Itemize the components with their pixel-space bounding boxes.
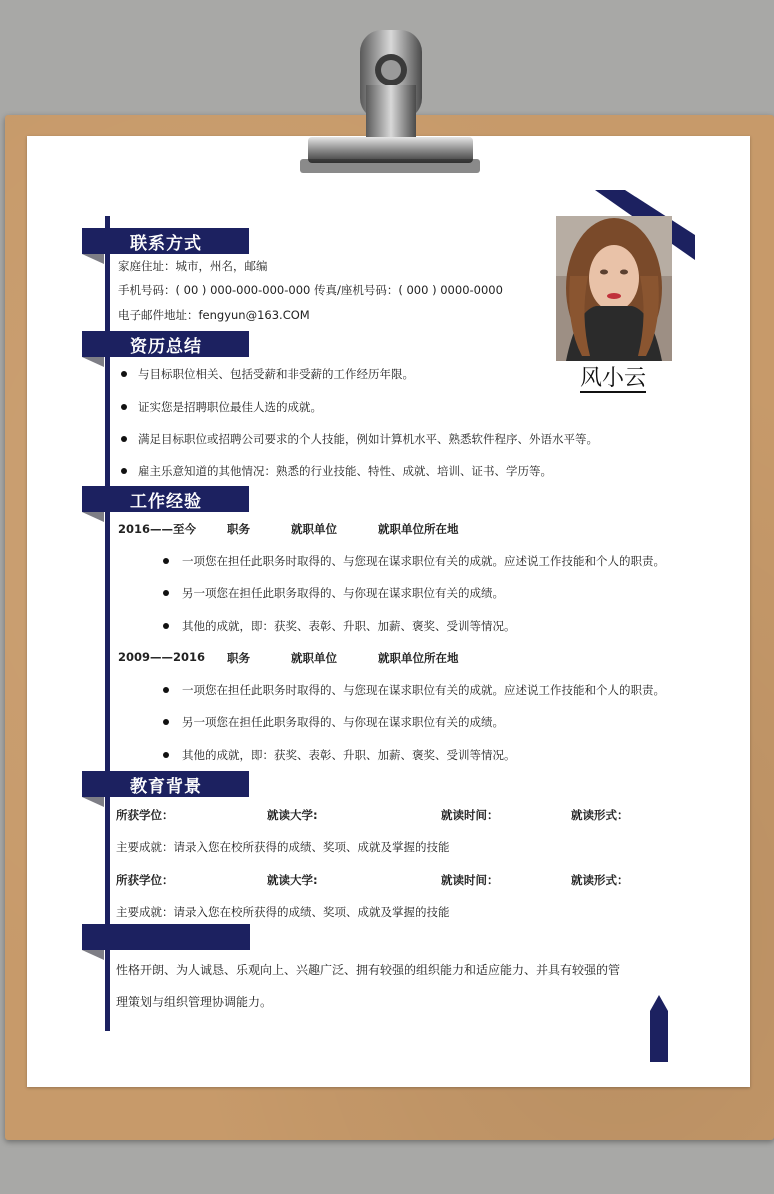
job-company: 就职单位 bbox=[291, 522, 337, 536]
job-item: 另一项您在担任此职务取得的、与你现在谋求职位有关的成绩。 bbox=[182, 586, 504, 600]
section-header-summary bbox=[82, 331, 249, 357]
job-item: 一项您在担任此职务时取得的、与您现在谋求职位有关的成就。应述说工作技能和个人的职责。 bbox=[182, 554, 665, 568]
edu-achievement: 主要成就：请录入您在校所获得的成绩、奖项、成就及掌握的技能 bbox=[116, 840, 450, 854]
edu-degree: 所获学位： bbox=[116, 808, 174, 822]
edu-time: 就读时间： bbox=[441, 808, 499, 822]
edu-form: 就读形式： bbox=[571, 808, 629, 822]
job-item: 其他的成就，即：获奖、表彰、升职、加薪、褒奖、受训等情况。 bbox=[182, 748, 516, 762]
summary-item: 证实您是招聘职位最佳人选的成就。 bbox=[138, 400, 322, 414]
self-evaluation-line: 理策划与组织管理协调能力。 bbox=[116, 995, 273, 1009]
edu-form: 就读形式： bbox=[571, 873, 629, 887]
bullet bbox=[121, 468, 127, 474]
bullet bbox=[163, 558, 169, 564]
bullet bbox=[121, 404, 127, 410]
job-item: 一项您在担任此职务时取得的、与您现在谋求职位有关的成就。应述说工作技能和个人的职责。 bbox=[182, 683, 665, 697]
edu-school: 就读大学: bbox=[267, 808, 318, 822]
section-title: 联系方式 bbox=[130, 234, 202, 254]
bullet bbox=[163, 590, 169, 596]
section-header-education bbox=[82, 771, 249, 797]
bullet bbox=[121, 371, 127, 377]
section-title: 资历总结 bbox=[130, 337, 202, 357]
profile-photo bbox=[556, 216, 672, 361]
edu-school: 就读大学: bbox=[267, 873, 318, 887]
bullet bbox=[163, 687, 169, 693]
job-role: 职务 bbox=[227, 651, 250, 665]
job-period: 2016——至今 bbox=[118, 522, 197, 536]
job-location: 就职单位所在地 bbox=[378, 522, 459, 536]
job-period: 2009——2016 bbox=[118, 650, 206, 664]
section-title: 教育背景 bbox=[130, 777, 202, 797]
job-location: 就职单位所在地 bbox=[378, 651, 459, 665]
summary-item: 与目标职位相关、包括受薪和非受薪的工作经历年限。 bbox=[138, 367, 414, 381]
job-company: 就职单位 bbox=[291, 651, 337, 665]
section-header-work bbox=[82, 486, 249, 512]
self-evaluation-line: 性格开朗、为人诚恳、乐观向上、兴趣广泛、拥有较强的组织能力和适应能力、并具有较强的管 bbox=[116, 963, 621, 977]
candidate-name: 风小云 bbox=[580, 366, 647, 391]
section-header-self bbox=[82, 924, 250, 950]
summary-item: 满足目标职位或招聘公司要求的个人技能，例如计算机水平、熟悉软件程序、外语水平等。 bbox=[138, 432, 598, 446]
section-header-contact bbox=[82, 228, 249, 254]
edu-time: 就读时间： bbox=[441, 873, 499, 887]
arrow-decoration bbox=[650, 995, 668, 1062]
bullet bbox=[163, 719, 169, 725]
bullet bbox=[121, 436, 127, 442]
section-title: 工作经验 bbox=[130, 492, 202, 512]
contact-phone: 手机号码：( 00 ) 000-000-000-000 传真/座机号码：( 000 ) 0000-0000 bbox=[118, 283, 503, 297]
summary-item: 雇主乐意知道的其他情况：熟悉的行业技能、特性、成就、培训、证书、学历等。 bbox=[138, 464, 552, 478]
binder-clip bbox=[300, 25, 480, 180]
edu-degree: 所获学位： bbox=[116, 873, 174, 887]
job-role: 职务 bbox=[227, 522, 250, 536]
bullet bbox=[163, 623, 169, 629]
job-item: 另一项您在担任此职务取得的、与你现在谋求职位有关的成绩。 bbox=[182, 715, 504, 729]
contact-address: 家庭住址：城市，州名，邮编 bbox=[118, 259, 268, 273]
bullet bbox=[163, 752, 169, 758]
job-item: 其他的成就，即：获奖、表彰、升职、加薪、褒奖、受训等情况。 bbox=[182, 619, 516, 633]
edu-achievement: 主要成就：请录入您在校所获得的成绩、奖项、成就及掌握的技能 bbox=[116, 905, 450, 919]
contact-email: 电子邮件地址：fengyun@163.COM bbox=[118, 308, 310, 322]
